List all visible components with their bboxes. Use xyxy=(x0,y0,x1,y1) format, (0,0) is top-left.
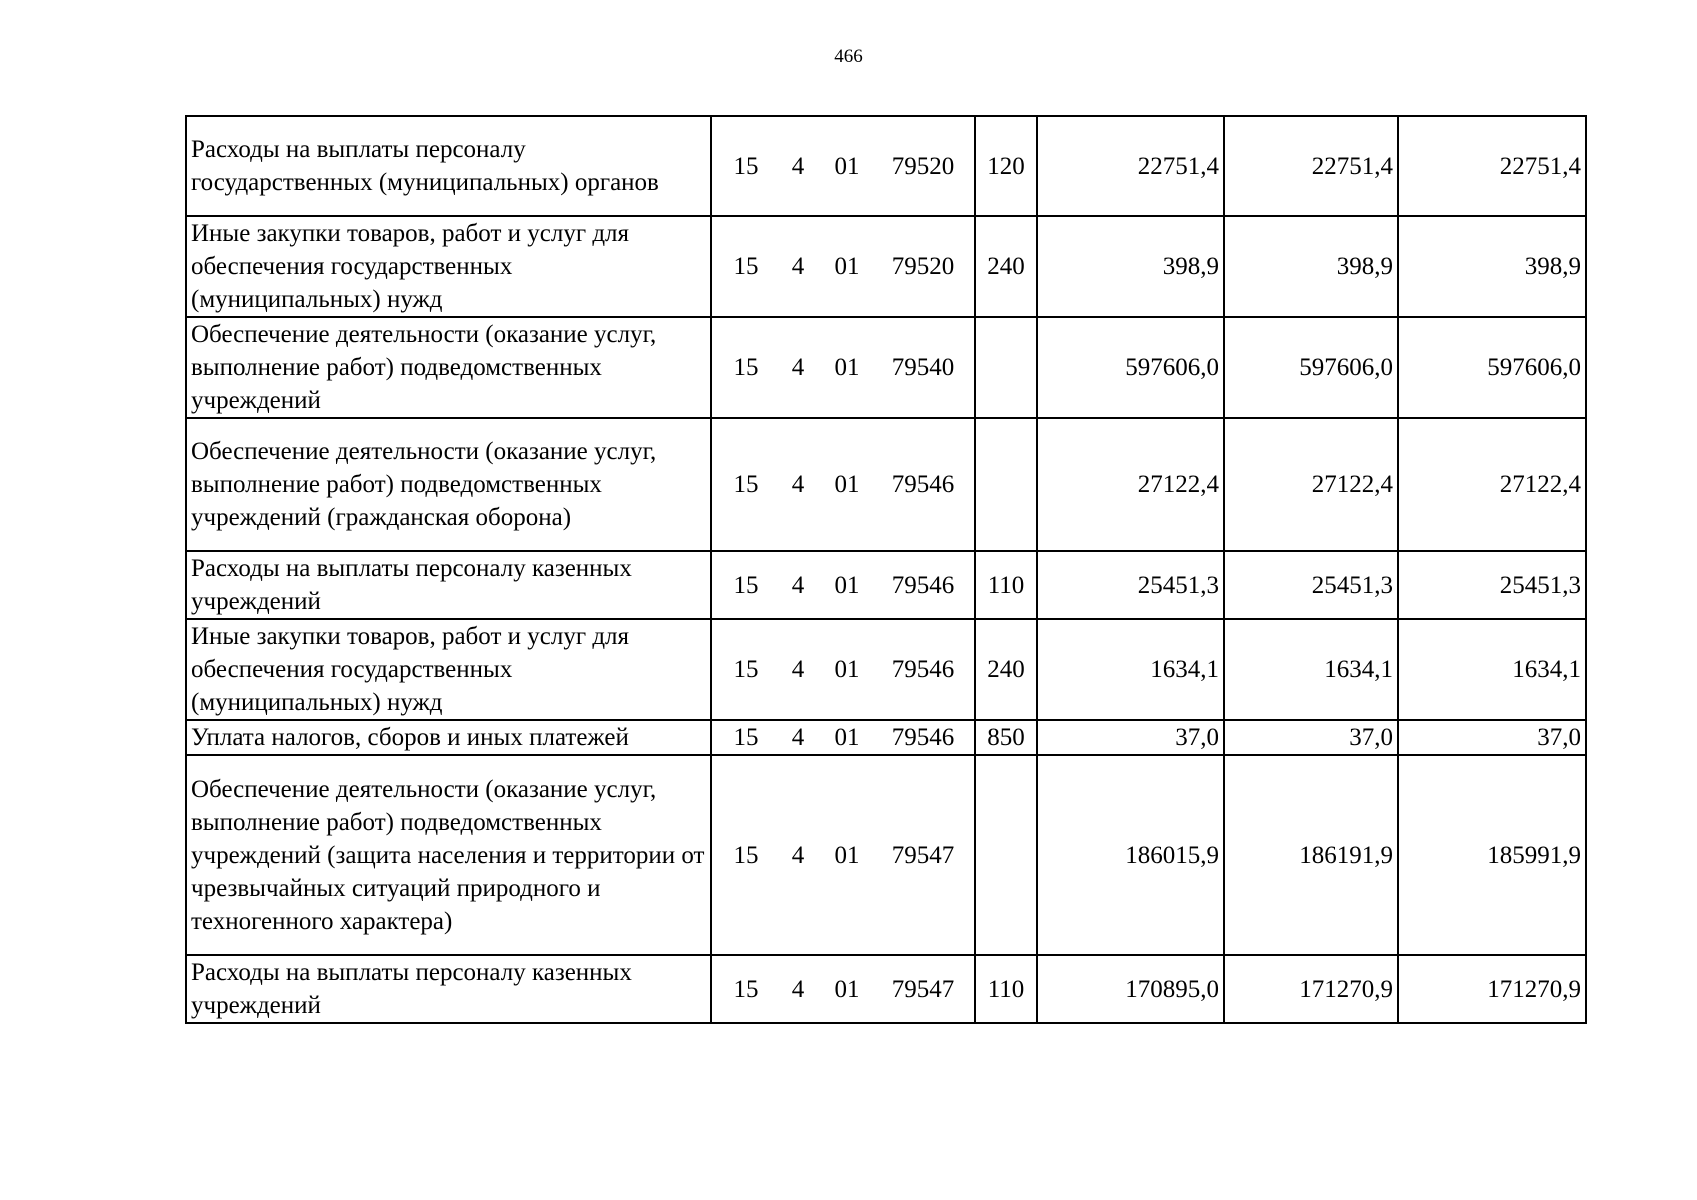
table-row xyxy=(186,619,1586,720)
expense-type-code: 240 xyxy=(975,216,1037,317)
expense-type-code: 850 xyxy=(975,720,1037,755)
code-program: 01 xyxy=(834,354,860,381)
code-target: 79546 xyxy=(891,656,955,683)
code-subsection: 4 xyxy=(791,152,805,180)
table-row xyxy=(186,755,1586,955)
code-program: 01 xyxy=(834,253,860,280)
expense-name: Расходы на выплаты персоналу государственных (муниципальных) органов xyxy=(186,116,711,216)
code-section: 15 xyxy=(733,471,759,498)
amount-year-1: 22751,4 xyxy=(1037,116,1224,216)
amount-year-1: 37,0 xyxy=(1037,720,1224,755)
page-number: 466 xyxy=(834,46,863,67)
code-target: 79520 xyxy=(891,152,955,180)
code-section: 15 xyxy=(733,253,759,280)
code-program: 01 xyxy=(834,656,860,683)
code-program: 01 xyxy=(834,471,860,498)
amount-year-2: 22751,4 xyxy=(1224,116,1398,216)
code-program: 01 xyxy=(834,152,860,180)
code-section: 15 xyxy=(733,841,759,869)
code-subsection: 4 xyxy=(791,571,805,599)
code-target: 79546 xyxy=(891,724,955,751)
code-section: 15 xyxy=(733,354,759,381)
expense-name: Обеспечение деятельности (оказание услуг, выполнение работ) подведомственных учреждений xyxy=(186,317,711,418)
budget-table xyxy=(185,115,1587,1024)
expense-name: Уплата налогов, сборов и иных платежей xyxy=(186,720,711,755)
expense-name: Обеспечение деятельности (оказание услуг, выполнение работ) подведомственных учреждений (защита населения и территории от чрезвычайных ситуаций природного и техногенного характера) xyxy=(186,755,711,955)
code-subsection: 4 xyxy=(791,253,805,280)
code-program: 01 xyxy=(834,975,860,1003)
expense-name: Расходы на выплаты персоналу казенных учреждений xyxy=(186,551,711,619)
expense-type-code xyxy=(975,755,1037,955)
code-section: 15 xyxy=(733,975,759,1003)
expense-name: Обеспечение деятельности (оказание услуг, выполнение работ) подведомственных учреждений (гражданская оборона) xyxy=(186,418,711,551)
code-subsection: 4 xyxy=(791,975,805,1003)
code-program: 01 xyxy=(834,841,860,869)
classification-codes xyxy=(711,116,975,216)
classification-codes xyxy=(711,418,975,551)
amount-year-2: 398,9 xyxy=(1224,216,1398,317)
amount-year-1: 1634,1 xyxy=(1037,619,1224,720)
table-row xyxy=(186,317,1586,418)
code-target: 79546 xyxy=(891,571,955,599)
expense-type-code: 120 xyxy=(975,116,1037,216)
amount-year-1: 186015,9 xyxy=(1037,755,1224,955)
amount-year-2: 171270,9 xyxy=(1224,955,1398,1023)
code-subsection: 4 xyxy=(791,841,805,869)
table-row xyxy=(186,116,1586,216)
amount-year-3: 597606,0 xyxy=(1398,317,1586,418)
classification-codes xyxy=(711,551,975,619)
table-row xyxy=(186,955,1586,1023)
expense-type-code: 110 xyxy=(975,955,1037,1023)
amount-year-3: 25451,3 xyxy=(1398,551,1586,619)
classification-codes xyxy=(711,755,975,955)
amount-year-2: 25451,3 xyxy=(1224,551,1398,619)
code-target: 79546 xyxy=(891,471,955,498)
expense-name: Иные закупки товаров, работ и услуг для обеспечения государственных (муниципальных) нужд xyxy=(186,619,711,720)
table-row xyxy=(186,551,1586,619)
amount-year-3: 1634,1 xyxy=(1398,619,1586,720)
table-row xyxy=(186,216,1586,317)
table-row xyxy=(186,418,1586,551)
code-target: 79547 xyxy=(891,975,955,1003)
classification-codes xyxy=(711,720,975,755)
amount-year-2: 597606,0 xyxy=(1224,317,1398,418)
expense-name: Расходы на выплаты персоналу казенных учреждений xyxy=(186,955,711,1023)
code-subsection: 4 xyxy=(791,724,805,751)
amount-year-3: 171270,9 xyxy=(1398,955,1586,1023)
amount-year-1: 170895,0 xyxy=(1037,955,1224,1023)
code-section: 15 xyxy=(733,656,759,683)
expense-type-code: 240 xyxy=(975,619,1037,720)
amount-year-1: 25451,3 xyxy=(1037,551,1224,619)
amount-year-3: 37,0 xyxy=(1398,720,1586,755)
amount-year-1: 27122,4 xyxy=(1037,418,1224,551)
expense-type-code: 110 xyxy=(975,551,1037,619)
code-target: 79540 xyxy=(891,354,955,381)
code-section: 15 xyxy=(733,724,759,751)
expense-type-code xyxy=(975,418,1037,551)
code-section: 15 xyxy=(733,152,759,180)
amount-year-1: 597606,0 xyxy=(1037,317,1224,418)
classification-codes xyxy=(711,619,975,720)
code-target: 79520 xyxy=(891,253,955,280)
code-target: 79547 xyxy=(891,841,955,869)
expense-type-code xyxy=(975,317,1037,418)
code-program: 01 xyxy=(834,571,860,599)
amount-year-2: 1634,1 xyxy=(1224,619,1398,720)
classification-codes xyxy=(711,955,975,1023)
code-subsection: 4 xyxy=(791,354,805,381)
code-subsection: 4 xyxy=(791,656,805,683)
amount-year-3: 27122,4 xyxy=(1398,418,1586,551)
amount-year-2: 37,0 xyxy=(1224,720,1398,755)
classification-codes xyxy=(711,317,975,418)
table-row xyxy=(186,720,1586,755)
code-program: 01 xyxy=(834,724,860,751)
code-subsection: 4 xyxy=(791,471,805,498)
classification-codes xyxy=(711,216,975,317)
amount-year-3: 185991,9 xyxy=(1398,755,1586,955)
amount-year-3: 22751,4 xyxy=(1398,116,1586,216)
amount-year-2: 27122,4 xyxy=(1224,418,1398,551)
amount-year-2: 186191,9 xyxy=(1224,755,1398,955)
code-section: 15 xyxy=(733,571,759,599)
amount-year-3: 398,9 xyxy=(1398,216,1586,317)
expense-name: Иные закупки товаров, работ и услуг для обеспечения государственных (муниципальных) нужд xyxy=(186,216,711,317)
amount-year-1: 398,9 xyxy=(1037,216,1224,317)
